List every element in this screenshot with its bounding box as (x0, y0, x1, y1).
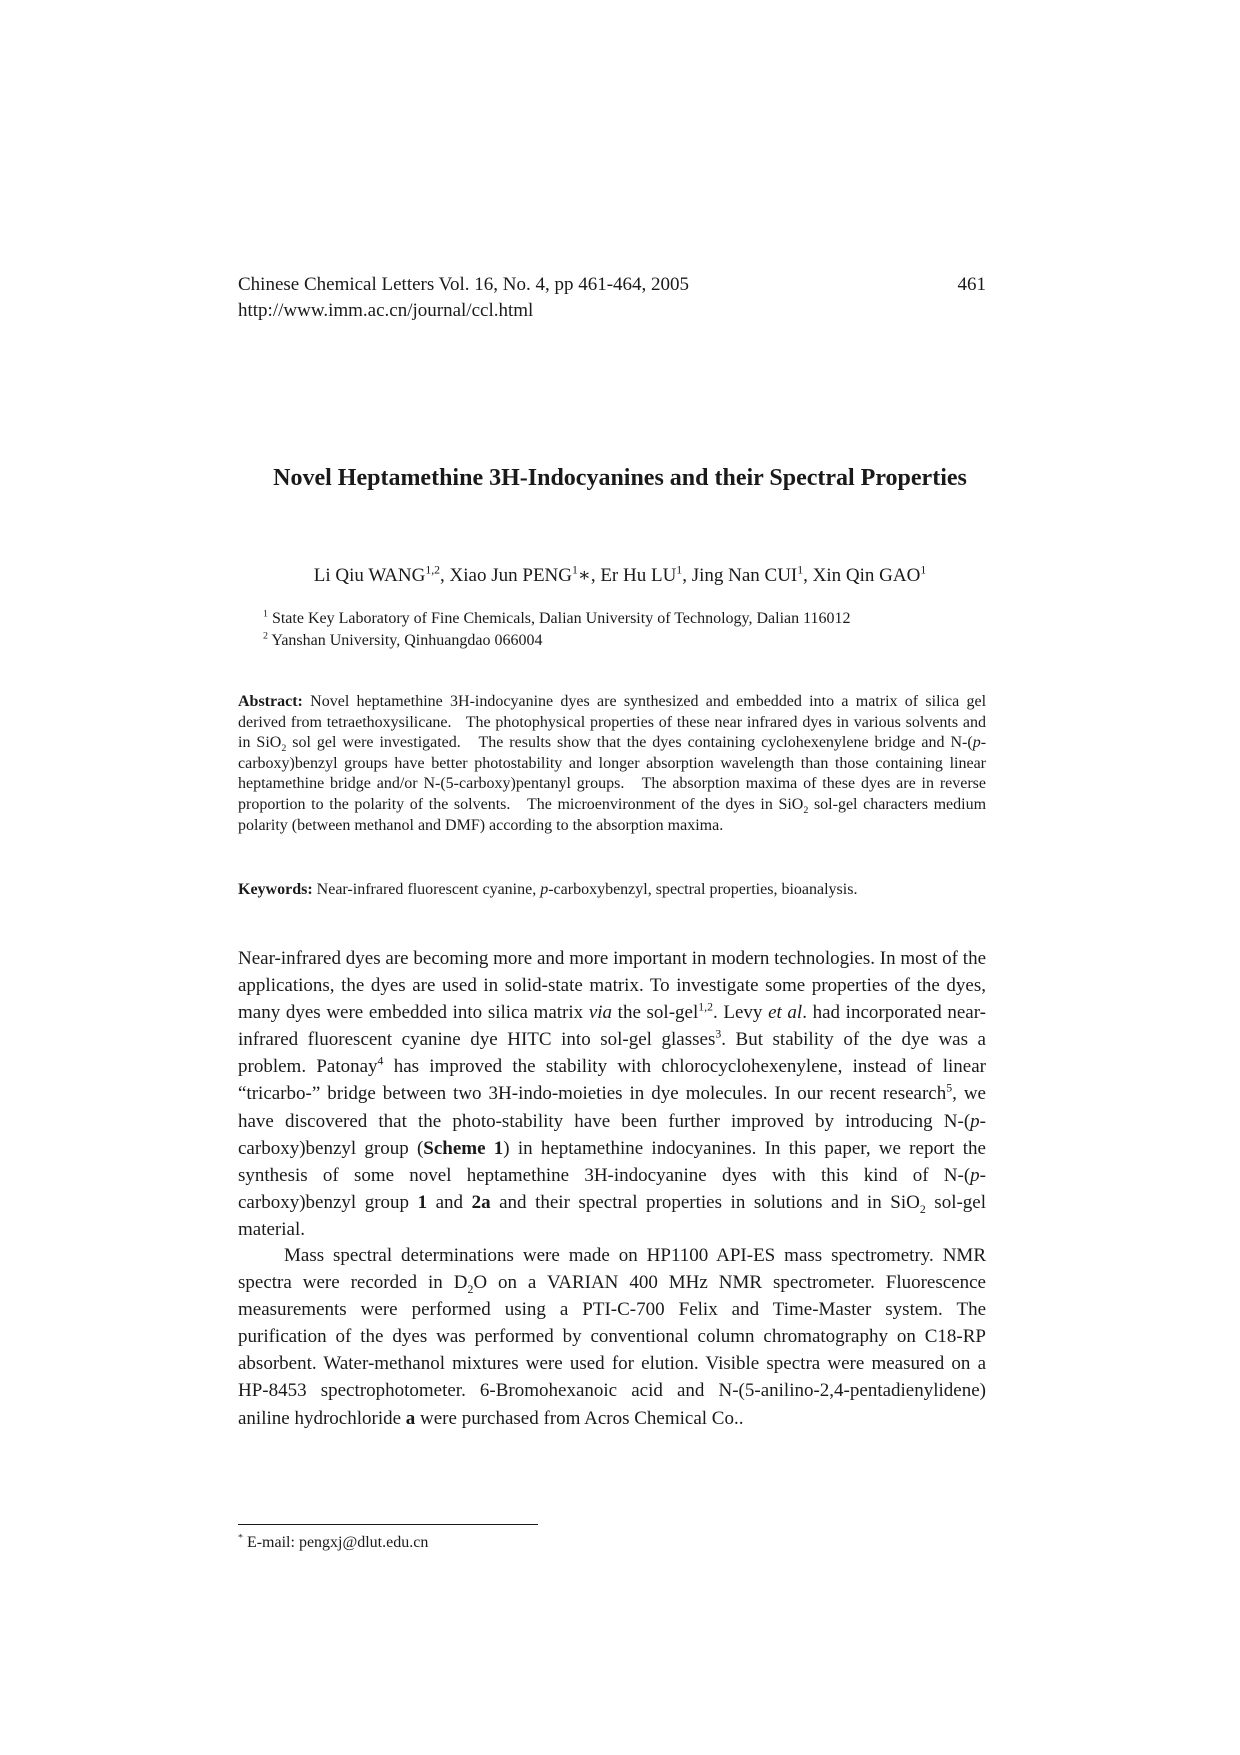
footnote-divider (238, 1524, 538, 1525)
abstract-text: Novel heptamethine 3H-indocyanine dyes are synthesized and embedded into a matrix of silica gel derived from tetraethoxysilicane. (238, 693, 987, 731)
abstract-text: sol gel were investigated. (286, 734, 461, 752)
italic-text: via (588, 1002, 613, 1024)
body-text: and (427, 1191, 472, 1213)
keywords-text: -carboxybenzyl, spectral properties, bioanalysis. (548, 881, 858, 898)
author-list (0, 563, 1240, 589)
compound-ref: 2a (471, 1191, 491, 1213)
affiliation (263, 630, 542, 652)
abstract-text: sol-gel characters medium polarity (between methanol and DMF) according to the absorption maxima. (238, 795, 987, 834)
citation-ref: 5 (946, 1082, 953, 1096)
body-text: ) in heptamethine indocyanines. In this paper, we report the synthesis of some novel heptamethine 3H-indocyanine dyes with this kind of N-( (238, 1137, 986, 1186)
author-name: Xin Qin GAO (812, 565, 921, 586)
author-separator: , (590, 565, 601, 586)
footnote-text: E-mail: pengxj@dlut.edu.cn (242, 1534, 429, 1551)
keywords (238, 879, 998, 901)
body-text: -carboxy)benzyl group ( (238, 1110, 986, 1159)
footnote (238, 1532, 428, 1554)
author-separator: , (682, 565, 692, 586)
footnote-mark: * (238, 1532, 243, 1544)
italic-text: p (970, 1110, 980, 1132)
author-affiliation-mark: 1,2 (425, 563, 441, 577)
journal-url: http://www.imm.ac.cn/journal/ccl.html (238, 300, 534, 321)
body-text: . had incorporated near-infrared fluorescent cyanine dye HITC into sol-gel glasses (238, 1002, 986, 1051)
abstract-text: The photophysical properties of these near infrared dyes in various solvents and in SiO (238, 713, 986, 752)
subscript: 2 (919, 1202, 926, 1216)
body-text: the sol-gel (612, 1002, 699, 1024)
author-name: Jing Nan CUI (691, 565, 798, 586)
body-text: , we have discovered that the photo-stability have been further improved by introducing N-( (238, 1083, 986, 1132)
subscript: 2 (803, 805, 809, 817)
author-affiliation-mark: 1 (676, 563, 683, 577)
author-separator: , (440, 565, 450, 586)
journal-citation: Chinese Chemical Letters Vol. 16, No. 4, pp 461-464, 2005 (238, 274, 690, 295)
abstract-text: The results show that the dyes containing cyclohexenylene bridge and N-( (478, 734, 973, 752)
citation-ref: 3 (715, 1027, 722, 1041)
author-name: Li Qiu WANG (313, 565, 426, 586)
affiliation-text: State Key Laboratory of Fine Chemicals, Dalian University of Technology, Dalian 116012 (271, 610, 851, 627)
body-paragraph (238, 1242, 986, 1432)
italic-text: p (540, 881, 549, 898)
corresponding-author-mark: ∗ (577, 565, 591, 586)
body-paragraph (238, 945, 986, 1243)
author-name: Xiao Jun PENG (449, 565, 572, 586)
author-name: Er Hu LU (600, 565, 677, 586)
citation-ref: 1,2 (698, 1000, 713, 1014)
affiliation-number: 1 (263, 608, 268, 620)
affiliation-text: Yanshan University, Qinhuangdao 066004 (271, 632, 543, 649)
citation-ref: 4 (377, 1055, 384, 1069)
author-affiliation-mark: 1 (920, 563, 927, 577)
compound-ref: 1 (417, 1191, 428, 1213)
page-number: 461 (957, 274, 986, 295)
affiliation (263, 608, 851, 630)
author-separator: , (803, 565, 813, 586)
italic-text: p (972, 734, 981, 752)
body-text: were purchased from Acros Chemical Co.. (415, 1407, 744, 1429)
body-text: and their spectral properties in solutions and in SiO (490, 1191, 920, 1213)
compound-ref: a (405, 1407, 416, 1429)
author-affiliation-mark: 1 (572, 563, 578, 577)
paper-title: Novel Heptamethine 3H-Indocyanines and their Spectral Properties (273, 465, 967, 491)
body-text: . But stability of the dye was a problem. Patonay (238, 1029, 986, 1078)
subscript: 2 (467, 1282, 474, 1296)
abstract (238, 692, 986, 836)
keywords-label: Keywords: (238, 881, 313, 898)
body-text: sol-gel material. (238, 1191, 987, 1240)
abstract-text: The absorption maxima of these dyes are in reverse proportion to the polarity of the solvents. (238, 775, 987, 813)
body-text: Mass spectral determinations were made on HP1100 API-ES mass spectrometry. NMR spectra were recorded in D (238, 1245, 986, 1294)
body-text: -carboxy)benzyl group (238, 1164, 986, 1213)
body-text: O on a VARIAN 400 MHz NMR spectrometer. Fluorescence measurements were performed using a PTI-C-700 Felix and Time-Master system. The purification of the dyes was performed by conventional column chromatography on C18-RP absorbent. Water-methanol mixtures were used for elution. Visible spectra were measured on a HP-8453 spectrophotometer. 6-Bromohexanoic acid and N-(5-anilino-2,4-pentadienylidene) aniline hydrochloride (238, 1272, 986, 1429)
author-affiliation-mark: 1 (797, 563, 804, 577)
affiliation-number: 2 (263, 630, 268, 642)
italic-text: p (970, 1164, 980, 1186)
body-text: Near-infrared dyes are becoming more and more important in modern technologies. In most of the applications, the dyes are used in solid-state matrix. To investigate some properties of the dyes, many dyes were embedded into silica matrix (238, 948, 986, 1024)
scheme-ref: Scheme 1 (423, 1137, 504, 1159)
body-text: . Levy (712, 1002, 769, 1024)
body-text: has improved the stability with chlorocyclohexenylene, instead of linear “tricarbo-” bridge between two 3H-indo-moieties in dye molecules. In our recent research (238, 1056, 986, 1105)
abstract-text: The microenvironment of the dyes in SiO (526, 795, 804, 813)
italic-text: et al (768, 1002, 803, 1024)
keywords-text: Near-infrared fluorescent cyanine, (312, 881, 541, 898)
subscript: 2 (281, 743, 287, 755)
abstract-text: -carboxy)benzyl groups have better photostability and longer absorption wavelength than those containing linear heptamethine bridge and/or N-(5-carboxy)pentanyl groups. (238, 734, 987, 793)
abstract-label: Abstract: (238, 693, 303, 710)
